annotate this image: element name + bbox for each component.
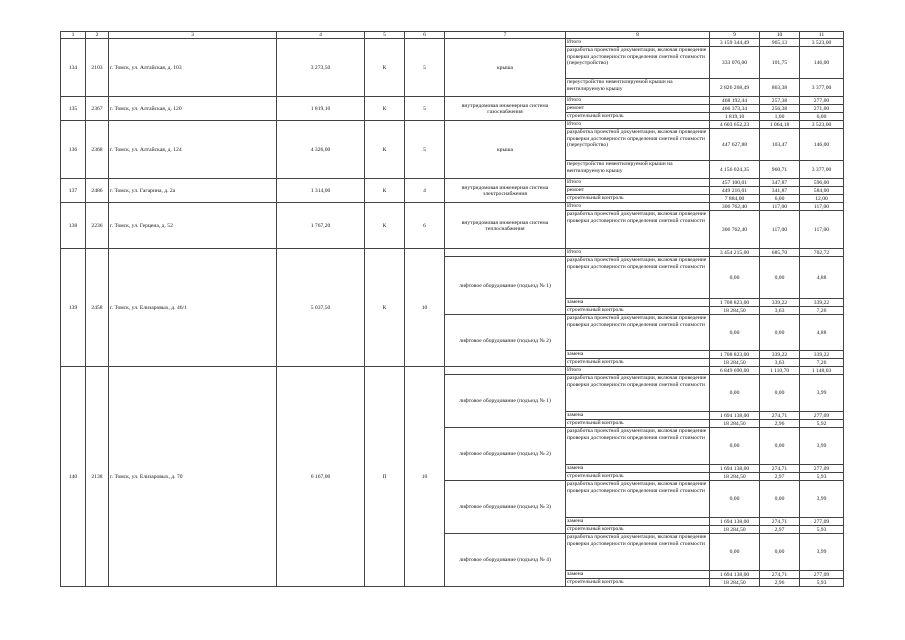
cost-per-sqm: 339,22 [760, 299, 800, 307]
cost-per-sqm: 274,71 [760, 465, 800, 473]
house-code: 2368 [86, 121, 109, 179]
house-area: 1 819,10 [277, 97, 365, 121]
cost-total: 1 819,10 [710, 113, 760, 121]
cost-per-sqm: 960,71 [760, 161, 800, 179]
cost-total: 4 156 024,35 [710, 161, 760, 179]
cost-total: 3 454 215,00 [710, 249, 760, 257]
cost-total: 1 708 823,00 [710, 299, 760, 307]
row-number: 136 [61, 121, 86, 179]
cost-limit: 584,00 [800, 187, 844, 195]
cost-limit: 3,99 [800, 534, 844, 571]
cost-total: 0,00 [710, 375, 760, 412]
work-type: замена [566, 571, 710, 579]
cost-per-sqm: 341,87 [760, 187, 800, 195]
cost-total: 1 694 138,00 [710, 412, 760, 420]
house-address: г. Томск, ул. Елизаровых, д. 46/1 [109, 249, 277, 367]
table-row [61, 249, 844, 257]
cost-per-sqm: 685,70 [760, 249, 800, 257]
work-type: разработка проектной документации, включая проведение проверки достоверности определения сметной стоимости [566, 211, 710, 249]
row-number: 135 [61, 97, 86, 121]
house-code: 2486 [86, 179, 109, 203]
work-type: разработка проектной документации, включая проведение проверки достоверности определения сметной стоимости [566, 257, 710, 299]
cost-per-sqm: 1 064,18 [760, 121, 800, 129]
cost-limit: 117,00 [800, 203, 844, 211]
table-row [61, 367, 844, 375]
work-type: замена [566, 412, 710, 420]
system-name: лифтовое оборудование (подъезд № 1) [445, 257, 566, 315]
cost-total: 6 849 690,00 [710, 367, 760, 375]
cost-limit: 702,72 [800, 249, 844, 257]
system-name: внутридомовая инженерная система теплоснабжения [445, 203, 566, 249]
system-name: крыша [445, 39, 566, 97]
system-name: лифтовое оборудование (подъезд № 3) [445, 481, 566, 534]
cost-limit: 117,00 [800, 211, 844, 249]
house-address: г. Томск, ул. Елизаровых, д. 70 [109, 367, 277, 587]
column-header: 8 [566, 32, 710, 39]
cost-per-sqm: 274,71 [760, 518, 800, 526]
work-type: переустройство невентилируемой крыши на вентилируемую крышу [566, 161, 710, 179]
cost-limit: 277,09 [800, 518, 844, 526]
cost-per-sqm: 274,71 [760, 571, 800, 579]
cost-per-sqm: 3,63 [760, 359, 800, 367]
cost-per-sqm: 101,75 [760, 47, 800, 79]
house-floors: 5 [405, 97, 445, 121]
cost-limit: 3 523,00 [800, 39, 844, 47]
cost-limit: 6,00 [800, 113, 844, 121]
cost-limit: 12,00 [800, 195, 844, 203]
work-type: Итого [566, 203, 710, 211]
cost-limit: 596,00 [800, 179, 844, 187]
cost-limit: 7,26 [800, 307, 844, 315]
cost-total: 0,00 [710, 481, 760, 518]
cost-total: 4 603 652,23 [710, 121, 760, 129]
cost-per-sqm: 0,00 [760, 315, 800, 351]
cost-limit: 5,93 [800, 579, 844, 587]
row-number: 137 [61, 179, 86, 203]
work-type: переустройство невентилируемой крыши на вентилируемую крышу [566, 79, 710, 97]
cost-limit: 1 148,03 [800, 367, 844, 375]
cost-per-sqm: 2,97 [760, 473, 800, 481]
cost-limit: 146,00 [800, 129, 844, 161]
work-type: ремонт [566, 105, 710, 113]
cost-total: 306 762,40 [710, 203, 760, 211]
house-area: 1 314,00 [277, 179, 365, 203]
cost-total: 18 284,50 [710, 420, 760, 428]
cost-total: 18 284,50 [710, 359, 760, 367]
row-number: 138 [61, 203, 86, 249]
column-header: 3 [109, 32, 277, 39]
system-name [445, 367, 566, 375]
house-kind: К [365, 203, 405, 249]
cost-per-sqm: 2,96 [760, 579, 800, 587]
column-header: 7 [445, 32, 566, 39]
cost-limit: 339,22 [800, 351, 844, 359]
cost-per-sqm: 0,00 [760, 375, 800, 412]
work-type: разработка проектной документации, включая проведение проверки достоверности определения сметной стоимости [566, 375, 710, 412]
table-row [61, 97, 844, 105]
cost-total: 18 284,50 [710, 473, 760, 481]
work-type: ремонт [566, 187, 710, 195]
cost-per-sqm: 0,00 [760, 257, 800, 299]
house-address: г. Томск, ул. Гагарина, д. 2а [109, 179, 277, 203]
work-type: разработка проектной документации, включая проведение проверки достоверности определения сметной стоимости [566, 428, 710, 465]
cost-total: 18 284,50 [710, 526, 760, 534]
cost-per-sqm: 339,22 [760, 351, 800, 359]
work-type: Итого [566, 367, 710, 375]
system-name: внутридомовая инженерная система газоснабжения [445, 97, 566, 121]
system-name: лифтовое оборудование (подъезд № 2) [445, 428, 566, 481]
cost-limit: 5,93 [800, 473, 844, 481]
cost-per-sqm: 274,71 [760, 412, 800, 420]
cost-total: 447 627,88 [710, 129, 760, 161]
table-row [61, 39, 844, 47]
row-number: 139 [61, 249, 86, 367]
repair-plan-table [60, 31, 844, 587]
cost-total: 466 373,34 [710, 105, 760, 113]
work-type: строительный контроль [566, 307, 710, 315]
cost-limit: 3 377,00 [800, 79, 844, 97]
cost-total: 0,00 [710, 315, 760, 351]
work-type: разработка проектной документации, включая проведение проверки достоверности определения сметной стоимости (переустройство) [566, 129, 710, 161]
house-area: 3 273,50 [277, 39, 365, 97]
house-floors: 4 [405, 179, 445, 203]
table-row [61, 179, 844, 187]
house-floors: 10 [405, 249, 445, 367]
cost-total: 1 694 138,00 [710, 465, 760, 473]
house-kind: П [365, 367, 405, 587]
cost-per-sqm: 0,00 [760, 481, 800, 518]
column-header: 11 [800, 32, 844, 39]
cost-per-sqm: 0,00 [760, 428, 800, 465]
work-type: разработка проектной документации, включая проведение проверки достоверности определения сметной стоимости [566, 315, 710, 351]
house-kind: К [365, 249, 405, 367]
row-number: 134 [61, 39, 86, 97]
cost-total: 2 826 268,49 [710, 79, 760, 97]
work-type: Итого [566, 249, 710, 257]
cost-total: 0,00 [710, 257, 760, 299]
work-type: строительный контроль [566, 359, 710, 367]
cost-total: 7 884,00 [710, 195, 760, 203]
work-type: Итого [566, 97, 710, 105]
house-floors: 10 [405, 367, 445, 587]
cost-limit: 3 377,00 [800, 161, 844, 179]
column-number-header-row [61, 32, 844, 39]
cost-per-sqm: 0,00 [760, 534, 800, 571]
work-type: строительный контроль [566, 473, 710, 481]
document-page [60, 31, 843, 587]
cost-total: 0,00 [710, 534, 760, 571]
work-type: Итого [566, 39, 710, 47]
house-kind: К [365, 39, 405, 97]
table-row [61, 121, 844, 129]
cost-total: 0,00 [710, 428, 760, 465]
house-area: 6 167,00 [277, 367, 365, 587]
cost-limit: 3 523,00 [800, 121, 844, 129]
cost-per-sqm: 863,38 [760, 79, 800, 97]
system-name: лифтовое оборудование (подъезд № 2) [445, 315, 566, 367]
cost-limit: 339,22 [800, 299, 844, 307]
cost-per-sqm: 103,47 [760, 129, 800, 161]
house-code: 2103 [86, 39, 109, 97]
table-row [61, 203, 844, 211]
cost-total: 18 284,50 [710, 307, 760, 315]
cost-total: 457 100,01 [710, 179, 760, 187]
cost-limit: 5,92 [800, 420, 844, 428]
house-area: 5 037,50 [277, 249, 365, 367]
work-type: Итого [566, 121, 710, 129]
column-header: 6 [405, 32, 445, 39]
cost-total: 3 159 344,49 [710, 39, 760, 47]
work-type: строительный контроль [566, 420, 710, 428]
cost-total: 1 708 823,00 [710, 351, 760, 359]
system-name: лифтовое оборудование (подъезд № 1) [445, 375, 566, 428]
column-header: 5 [365, 32, 405, 39]
house-kind: К [365, 179, 405, 203]
house-kind: К [365, 121, 405, 179]
cost-limit: 277,00 [800, 97, 844, 105]
house-floors: 5 [405, 121, 445, 179]
house-code: 2138 [86, 367, 109, 587]
house-floors: 6 [405, 203, 445, 249]
column-header: 10 [760, 32, 800, 39]
cost-limit: 271,00 [800, 105, 844, 113]
cost-per-sqm: 2,97 [760, 526, 800, 534]
cost-per-sqm: 117,00 [760, 203, 800, 211]
house-address: г. Томск, ул. Алтайская, д. 120 [109, 97, 277, 121]
house-address: г. Томск, ул. Алтайская, д. 103 [109, 39, 277, 97]
house-area: 1 767,20 [277, 203, 365, 249]
system-name: лифтовое оборудование (подъезд № 4) [445, 534, 566, 587]
row-number: 140 [61, 367, 86, 587]
cost-limit: 277,09 [800, 465, 844, 473]
work-type: Итого [566, 179, 710, 187]
cost-limit: 4,88 [800, 315, 844, 351]
cost-per-sqm: 3,63 [760, 307, 800, 315]
cost-limit: 5,93 [800, 526, 844, 534]
cost-total: 18 284,50 [710, 579, 760, 587]
column-header: 2 [86, 32, 109, 39]
house-address: г. Томск, ул. Герцена, д. 52 [109, 203, 277, 249]
house-address: г. Томск, ул. Алтайская, д. 124 [109, 121, 277, 179]
work-type: замена [566, 299, 710, 307]
cost-limit: 3,99 [800, 428, 844, 465]
cost-per-sqm: 2,96 [760, 420, 800, 428]
work-type: замена [566, 518, 710, 526]
cost-per-sqm: 6,00 [760, 195, 800, 203]
work-type: строительный контроль [566, 113, 710, 121]
house-code: 2236 [86, 203, 109, 249]
cost-limit: 146,00 [800, 47, 844, 79]
work-type: разработка проектной документации, включая проведение проверки достоверности определения сметной стоимости [566, 534, 710, 571]
cost-limit: 3,99 [800, 375, 844, 412]
cost-per-sqm: 1,00 [760, 113, 800, 121]
cost-total: 1 694 138,00 [710, 518, 760, 526]
house-code: 2458 [86, 249, 109, 367]
system-name: внутридомовая инженерная система электроснабжения [445, 179, 566, 203]
house-area: 4 326,00 [277, 121, 365, 179]
work-type: разработка проектной документации, включая проведение проверки достоверности определения сметной стоимости [566, 481, 710, 518]
cost-total: 468 192,44 [710, 97, 760, 105]
cost-limit: 277,09 [800, 412, 844, 420]
work-type: строительный контроль [566, 579, 710, 587]
house-code: 2367 [86, 97, 109, 121]
cost-per-sqm: 1 110,70 [760, 367, 800, 375]
cost-total: 1 694 138,00 [710, 571, 760, 579]
cost-per-sqm: 257,38 [760, 97, 800, 105]
system-name [445, 249, 566, 257]
house-kind: К [365, 97, 405, 121]
cost-total: 333 076,00 [710, 47, 760, 79]
cost-per-sqm: 117,00 [760, 211, 800, 249]
cost-per-sqm: 347,87 [760, 179, 800, 187]
column-header: 4 [277, 32, 365, 39]
cost-limit: 7,26 [800, 359, 844, 367]
cost-limit: 3,99 [800, 481, 844, 518]
cost-limit: 277,09 [800, 571, 844, 579]
work-type: строительный контроль [566, 526, 710, 534]
cost-per-sqm: 256,38 [760, 105, 800, 113]
column-header: 1 [61, 32, 86, 39]
column-header: 9 [710, 32, 760, 39]
work-type: замена [566, 465, 710, 473]
cost-limit: 4,88 [800, 257, 844, 299]
work-type: разработка проектной документации, включая проведение проверки достоверности определения сметной стоимости (переустройство) [566, 47, 710, 79]
cost-total: 306 762,40 [710, 211, 760, 249]
work-type: строительный контроль [566, 195, 710, 203]
cost-total: 449 216,01 [710, 187, 760, 195]
house-floors: 5 [405, 39, 445, 97]
work-type: замена [566, 351, 710, 359]
cost-per-sqm: 965,13 [760, 39, 800, 47]
system-name: крыша [445, 121, 566, 179]
